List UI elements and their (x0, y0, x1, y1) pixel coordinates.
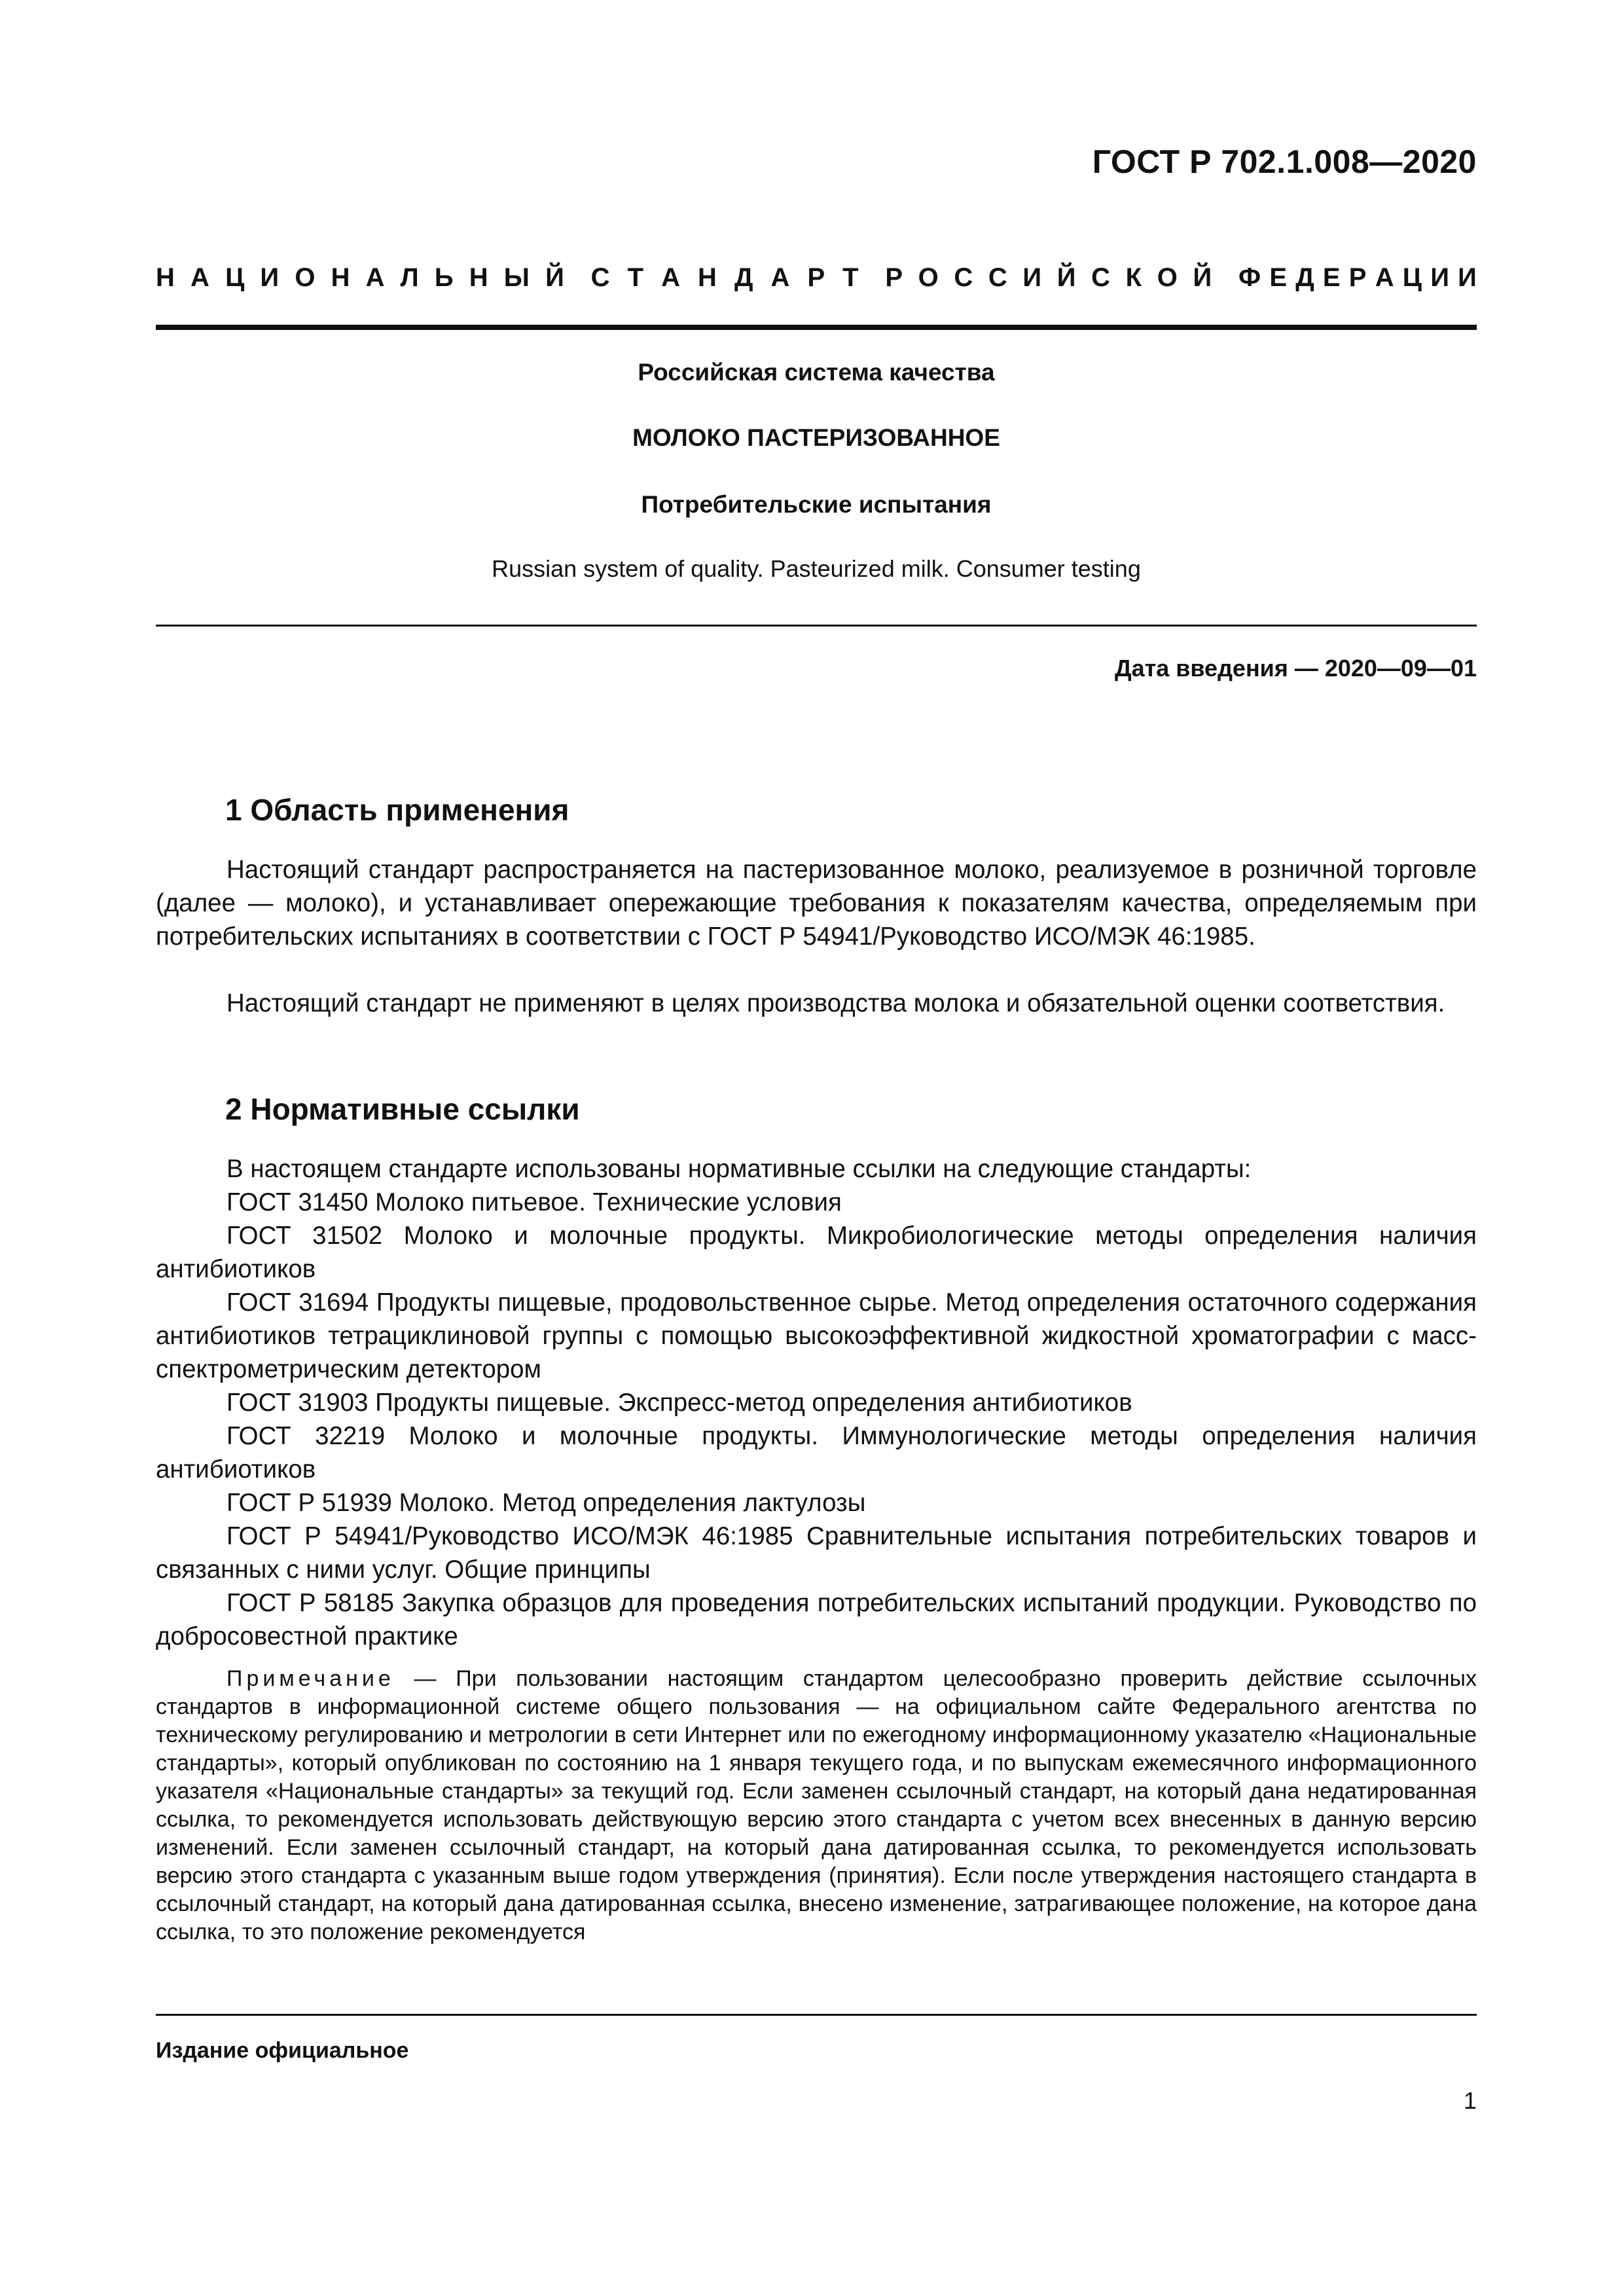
reference-item: ГОСТ 31502 Молоко и молочные продукты. Микробиологические методы определения наличия антибиотиков (156, 1222, 1477, 1283)
title-english: Russian system of quality. Pasteurized milk. Consumer testing (492, 555, 1141, 582)
national-word-1: Н А Ц И О Н А Л Ь Н Ы Й (156, 263, 564, 292)
official-edition-label: Издание официальное (156, 2038, 409, 2063)
footer-divider (156, 2014, 1477, 2016)
page-number: 1 (1463, 2087, 1477, 2114)
national-standard-title (156, 263, 1477, 293)
document-code: ГОСТ Р 702.1.008—2020 (1092, 143, 1477, 180)
header-divider-thick (156, 325, 1477, 330)
document-page (156, 0, 1477, 2296)
reference-item: ГОСТ 31694 Продукты пищевые, продовольственное сырье. Метод определения остаточного содержания антибиотиков тетрациклиновой группы с помощью высокоэффективной жидкостной хроматографии с масс-спектрометрическим детектором (156, 1288, 1477, 1383)
introduction-date: Дата введения — 2020—09—01 (1114, 655, 1477, 682)
title-product: МОЛОКО ПАСТЕРИЗОВАННОЕ (632, 424, 1000, 451)
reference-item: ГОСТ 31450 Молоко питьевое. Технические условия (226, 1188, 842, 1216)
national-word-3: Р О С С И Й С К О Й (885, 263, 1212, 292)
section-2-heading: 2 Нормативные ссылки (225, 1092, 580, 1126)
national-word-4: Ф Е Д Е Р А Ц И И (1238, 263, 1477, 292)
title-subject: Потребительские испытания (641, 491, 992, 518)
section-1-heading: 1 Область применения (225, 793, 569, 827)
reference-item: ГОСТ 31903 Продукты пищевые. Экспресс-метод определения антибиотиков (226, 1389, 1132, 1417)
reference-item: ГОСТ 32219 Молоко и молочные продукты. Иммунологические методы определения наличия антибиотиков (156, 1422, 1477, 1484)
section-1-paragraph-1: Настоящий стандарт распространяется на пастеризованное молоко, реализуемое в розничной торговле (далее — молоко), и устанавливает опережающие требования к показателям качества, определяемым при потребительских испытаниях в соответствии с ГОСТ Р 54941/Руководство ИСО/МЭК 46:1985. (156, 856, 1477, 951)
title-system: Российская система качества (638, 359, 995, 386)
reference-item: ГОСТ Р 51939 Молоко. Метод определения лактулозы (226, 1489, 866, 1517)
national-word-2: С Т А Н Д А Р Т (590, 263, 859, 292)
reference-item: ГОСТ Р 58185 Закупка образцов для проведения потребительских испытаний продукции. Руководство по добросовестной практике (156, 1589, 1477, 1650)
reference-note (156, 1665, 1477, 1946)
note-text: — При пользовании настоящим стандартом целесообразно проверить действие ссылочных стандартов в информационной системе общего пользования — на официальном сайте Федерального агентства по техническому регулированию и метрологии в сети Интернет или по ежегодному информационному указателю «Национальные стандарты», который опубликован по состоянию на 1 января текущего года, и по выпускам ежемесячного информационного указателя «Национальные стандарты» за текущий год. Если заменен ссылочный стандарт, на который дана недатированная ссылка, то рекомендуется использовать действующую версию этого стандарта с учетом всех внесенных в данную версию изменений. Если заменен ссылочный стандарт, на который дана датированная ссылка, то рекомендуется использовать версию этого стандарта с указанным выше годом утверждения (принятия). Если после утверждения настоящего стандарта в ссылочный стандарт, на который дана датированная ссылка, внесено изменение, затрагивающее положение, на которое дана ссылка, то это положение рекомендуется (156, 1666, 1477, 1944)
section-1-paragraph-2: Настоящий стандарт не применяют в целях производства молока и обязательной оценки соответствия. (226, 989, 1445, 1017)
title-divider (156, 625, 1477, 627)
note-label: Примечание (226, 1666, 395, 1691)
reference-item: ГОСТ Р 54941/Руководство ИСО/МЭК 46:1985 Сравнительные испытания потребительских товаров и связанных с ними услуг. Общие принципы (156, 1522, 1477, 1584)
section-2-intro: В настоящем стандарте использованы нормативные ссылки на следующие стандарты: (226, 1155, 1252, 1183)
